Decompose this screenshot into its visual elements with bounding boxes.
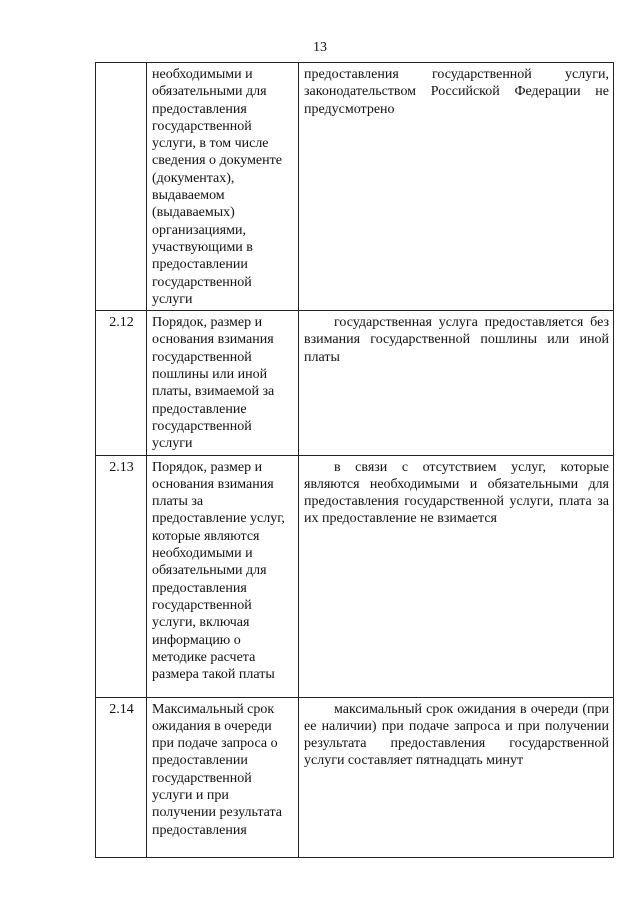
- regulation-table: [95, 62, 614, 858]
- page-number: 13: [313, 40, 327, 55]
- row-requirement-content: максимальный срок ожидания в очереди (при ее наличии) при подаче запроса и при получении результата предоставления государственной услуги составляет пятнадцать минут: [299, 697, 614, 857]
- row-number: [96, 63, 147, 311]
- row-requirement-name: необходимыми и обязательными для предоставления государственной услуги, в том числе сведения о документе (документах), выдаваемом (выдаваемых) организациями, участвующими в предоставлении государственной услуги: [147, 63, 299, 311]
- row-requirement-content: предоставления государственной услуги, законодательством Российской Федерации не предусмотрено: [299, 63, 614, 311]
- row-requirement-name: Порядок, размер и основания взимания платы за предоставление услуг, которые являются необходимыми и обязательными для предоставления государственной услуги, включая информацию о методике расчета размера такой платы: [147, 455, 299, 697]
- row-number: 2.12: [96, 311, 147, 455]
- row-number: 2.14: [96, 697, 147, 857]
- table-row: [96, 63, 614, 311]
- table-row: [96, 311, 614, 455]
- table-row: [96, 455, 614, 697]
- row-requirement-name: Порядок, размер и основания взимания государственной пошлины или иной платы, взимаемой за предоставление государственной услуги: [147, 311, 299, 455]
- row-requirement-name: Максимальный срок ожидания в очереди при подаче запроса о предоставлении государственной услуги и при получении результата предоставления: [147, 697, 299, 857]
- row-requirement-content: в связи с отсутствием услуг, которые являются необходимыми и обязательными для предоставления государственной услуги, плата за их предоставление не взимается: [299, 455, 614, 697]
- row-requirement-content: государственная услуга предоставляется без взимания государственной пошлины или иной платы: [299, 311, 614, 455]
- row-number: 2.13: [96, 455, 147, 697]
- table-row: [96, 697, 614, 857]
